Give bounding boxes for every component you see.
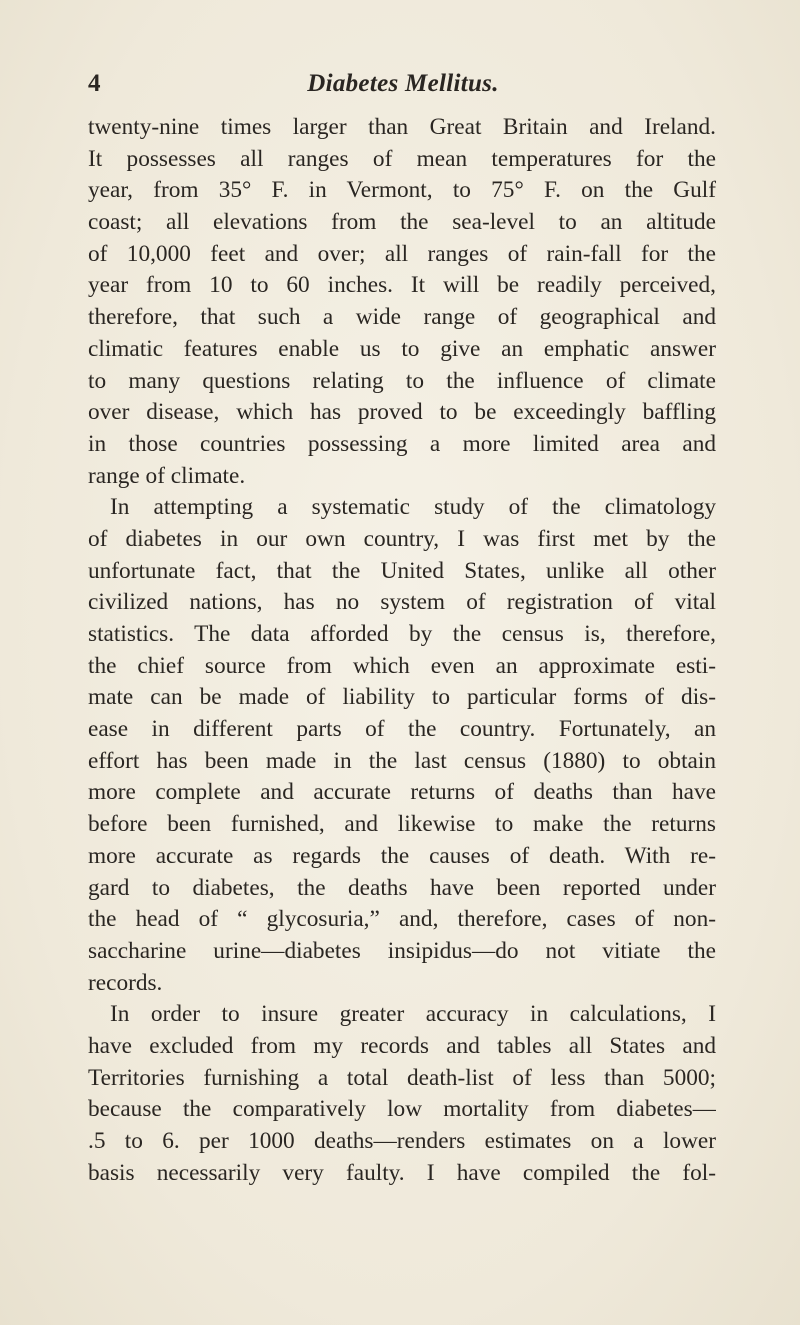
text-line: because the comparatively low mortality from diabetes— [88,1096,716,1123]
text-line: civilized nations, has no system of registration of vital [88,589,716,616]
text-line: mate can be made of liability to particular forms of dis- [88,684,716,711]
text-line: coast; all elevations from the sea-level to an altitude [88,209,716,236]
text-line: more complete and accurate returns of deaths than have [88,779,716,806]
text-line: range of climate. [88,462,246,489]
text-line: gard to diabetes, the deaths have been reported under [88,874,716,901]
page-header [88,70,718,110]
text-line: records. [88,969,163,996]
text-line: effort has been made in the last census (1880) to obtain [88,747,716,774]
text-line: unfortunate fact, that the United States, unlike all other [88,557,716,584]
text-line: In attempting a systematic study of the climatology [110,494,716,521]
text-line: year, from 35° F. in Vermont, to 75° F. on the Gulf [88,177,716,204]
text-line: statistics. The data afforded by the census is, therefore, [88,621,716,647]
text-line: the chief source from which even an approximate esti- [88,652,716,679]
text-line: climatic features enable us to give an emphatic answer [88,335,716,362]
page-number: 4 [88,70,101,97]
text-line: ease in different parts of the country. Fortunately, an [88,716,716,743]
text-line: twenty-nine times larger than Great Britain and Ireland. [88,114,716,140]
text-line: It possesses all ranges of mean temperatures for the [88,145,716,172]
running-title: Diabetes Mellitus. [307,70,499,97]
text-line: of diabetes in our own country, I was first met by the [88,525,716,552]
text-line: in those countries possessing a more limited area and [88,430,716,457]
text-line: therefore, that such a wide range of geographical and [88,304,716,331]
text-line: over disease, which has proved to be exceedingly baffling [88,399,716,426]
text-line: of 10,000 feet and over; all ranges of rain-fall for the [88,240,716,267]
text-line: In order to insure greater accuracy in calculations, I [110,1001,716,1028]
body-text [88,112,716,1189]
text-line: saccharine urine—diabetes insipidus—do not vitiate the [88,937,716,964]
text-line: before been furnished, and likewise to make the returns [88,811,716,838]
text-line: the head of “ glycosuria,” and, therefore, cases of non- [88,906,716,933]
text-line: year from 10 to 60 inches. It will be readily perceived, [88,272,716,299]
text-line: have excluded from my records and tables all States and [88,1032,716,1059]
text-line: .5 to 6. per 1000 deaths—renders estimates on a lower [88,1128,716,1154]
text-line: to many questions relating to the influence of climate [88,367,716,394]
text-line: basis necessarily very faulty. I have compiled the fol- [88,1159,716,1186]
text-line: Territories furnishing a total death-list of less than 5000; [88,1064,716,1091]
text-line: more accurate as regards the causes of death. With re- [88,842,716,869]
